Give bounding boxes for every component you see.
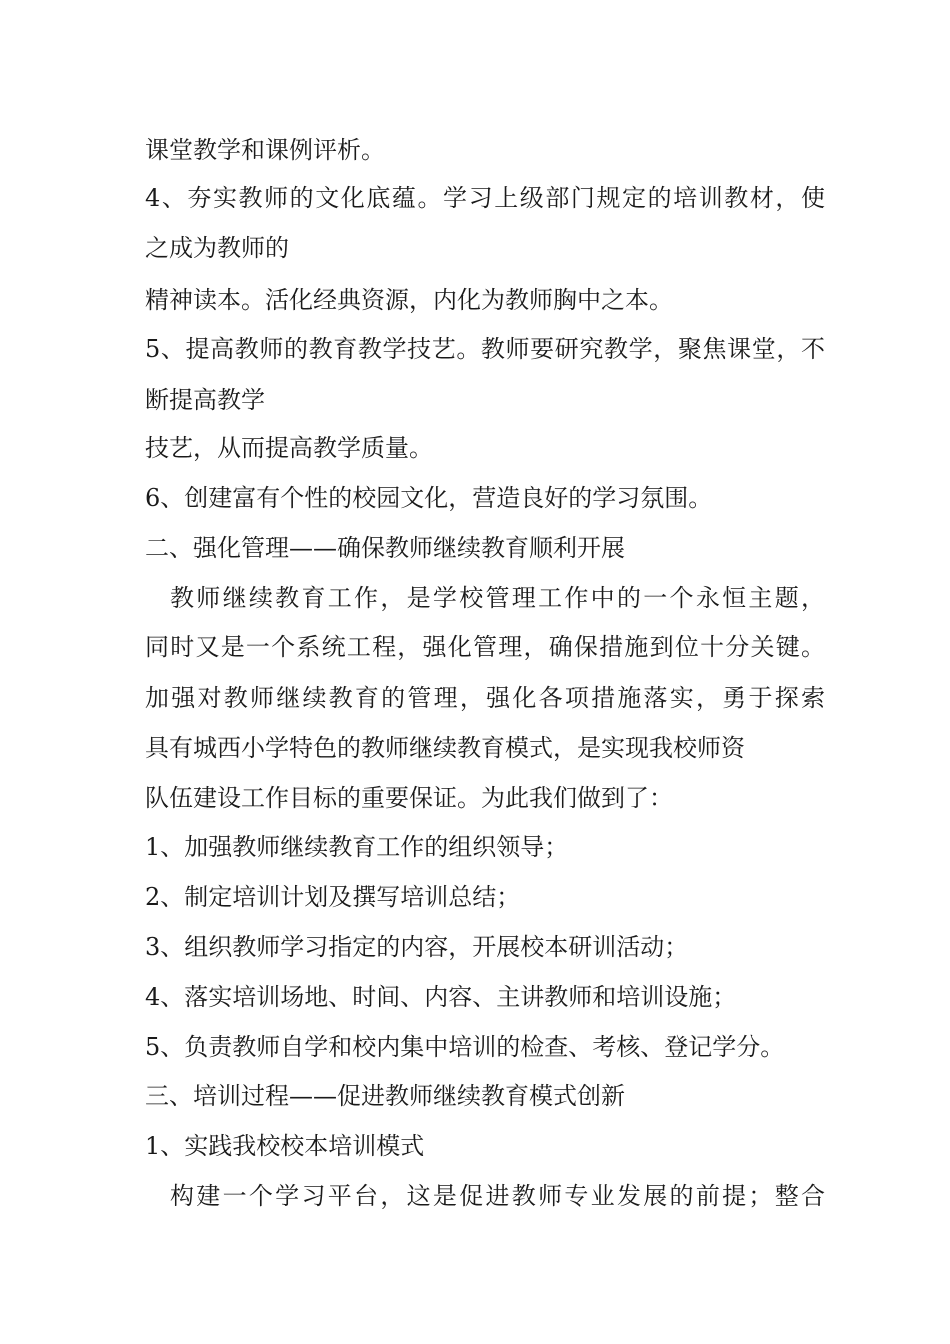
paragraph-line: 同时又是一个系统工程，强化管理，确保措施到位十分关键。: [145, 633, 825, 661]
text-line: 6、创建富有个性的校园文化，营造良好的学习氛围。: [145, 484, 713, 512]
text-line: 课堂教学和课例评析。: [145, 136, 385, 164]
text-line: 技艺，从而提高教学质量。: [145, 434, 433, 462]
text-line: 之成为教师的: [145, 234, 289, 262]
list-item: 5、负责教师自学和校内集中培训的检查、考核、登记学分。: [145, 1033, 785, 1061]
paragraph-line: 构建一个学习平台，这是促进教师专业发展的前提；整合: [170, 1182, 825, 1210]
section-heading: 三、培训过程——促进教师继续教育模式创新: [145, 1082, 625, 1110]
paragraph-line: 具有城西小学特色的教师继续教育模式，是实现我校师资: [145, 734, 745, 762]
list-item: 3、组织教师学习指定的内容，开展校本研训活动；: [145, 933, 689, 961]
text-line: 精神读本。活化经典资源，内化为教师胸中之本。: [145, 286, 673, 314]
text-line: 4、夯实教师的文化底蕴。学习上级部门规定的培训教材，使: [145, 184, 825, 212]
paragraph-line: 队伍建设工作目标的重要保证。为此我们做到了：: [145, 784, 673, 812]
text-line: 5、提高教师的教育教学技艺。教师要研究教学，聚焦课堂，不: [145, 335, 825, 363]
list-item: 2、制定培训计划及撰写培训总结；: [145, 883, 521, 911]
list-item: 4、落实培训场地、时间、内容、主讲教师和培训设施；: [145, 983, 737, 1011]
list-item: 1、加强教师继续教育工作的组织领导；: [145, 833, 569, 861]
text-line: 断提高教学: [145, 386, 265, 414]
paragraph-line: 加强对教师继续教育的管理，强化各项措施落实，勇于探索: [145, 684, 825, 712]
paragraph-line: 教师继续教育工作，是学校管理工作中的一个永恒主题，: [170, 584, 825, 612]
section-heading: 二、强化管理——确保教师继续教育顺利开展: [145, 534, 625, 562]
subsection-heading: 1、实践我校校本培训模式: [145, 1132, 425, 1160]
